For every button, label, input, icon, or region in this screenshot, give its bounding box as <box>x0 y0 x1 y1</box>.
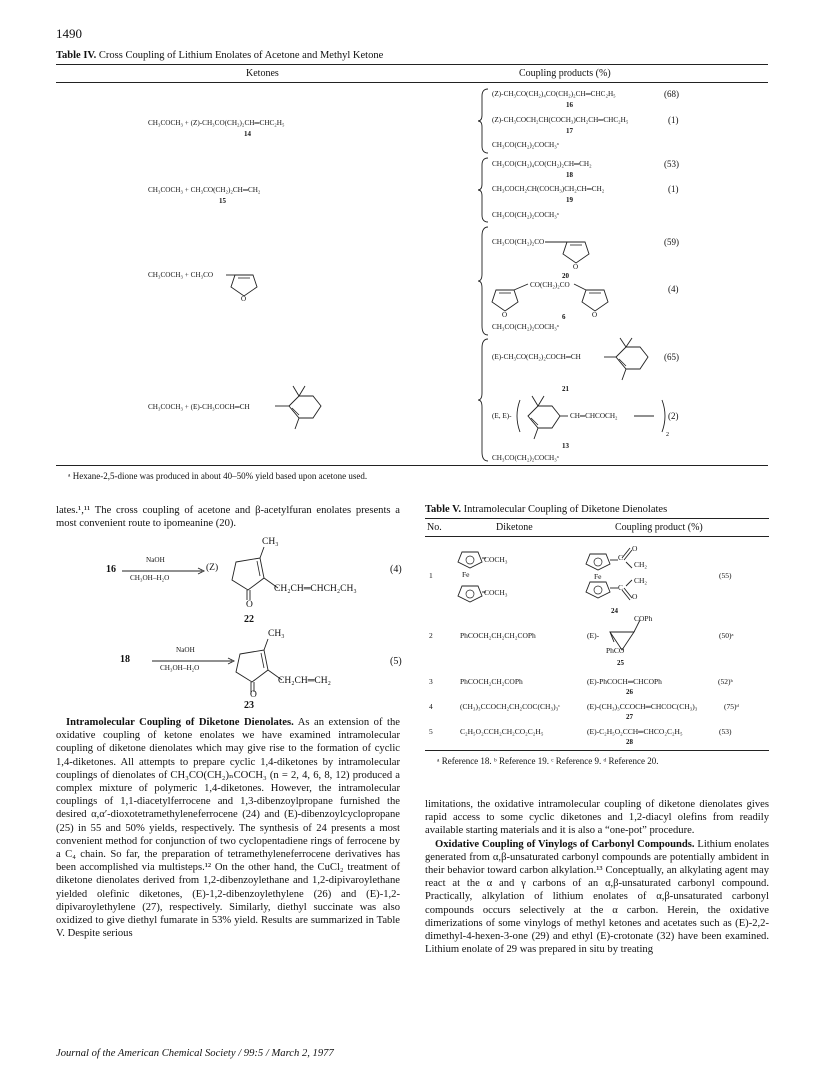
table-v-row2-product-top: COPh <box>634 614 653 623</box>
table-iv-row2-product2-pct: (1) <box>668 184 679 194</box>
table-v-row1-diketone-fe: Fe <box>462 570 470 579</box>
table-iv-row3-product1-pct: (59) <box>664 237 679 247</box>
table-v-row4-no: 4 <box>429 702 433 711</box>
equation-4 <box>56 536 406 622</box>
table-v-row5-num: 28 <box>626 738 633 746</box>
eq4-reagent-top: NaOH <box>146 556 165 564</box>
table-v-caption: Table V. Intramolecular Coupling of Diketone Dienolates <box>425 504 668 515</box>
table-v-row2-num: 25 <box>617 659 624 667</box>
table-iv-top-rule <box>56 64 768 65</box>
eq5-chain: CH₂CH═CH₂ <box>278 676 331 686</box>
table-v-col-product: Coupling product (%) <box>615 522 703 533</box>
left-para-1: lates.¹,¹¹ The cross coupling of acetone and β-acetylfuran enolates presents a most convenient route to ipomeanine (20). <box>56 505 400 530</box>
table-iv-row1-product1-num: 16 <box>566 101 573 109</box>
svg-text:O: O <box>241 295 247 302</box>
table-iv-row1-brace <box>478 88 490 154</box>
eq4-chain: CH₂CH═CHCH₂CH₃ <box>274 584 357 594</box>
eq5-start-label: 18 <box>120 654 130 665</box>
table-iv-row1-product1: (Z)-CH₃CO(CH₂)₄CO(CH₂)₂CH═CHC₂H₅ <box>492 90 616 98</box>
table-v-row3-diketone: PhCOCH₂CH₂COPh <box>460 677 523 686</box>
table-v-row4-diketone: (CH₃)₃CCOCH₂CH₂COC(CH₃)₃ᶜ <box>460 702 561 711</box>
table-v-row5-pct: (53) <box>719 727 732 736</box>
table-iv-row4-product2-prefix: (E, E)- <box>492 412 512 420</box>
table-iv-row2-product2: CH₃COCH₂CH(COCH₃)CH₂CH═CH₂ <box>492 185 605 193</box>
table-v-row1-product-ch2-bottom: CH₂ <box>634 576 648 585</box>
table-v-row1-product-o-bottom: O <box>632 592 638 601</box>
table-v-row3-no: 3 <box>429 677 433 686</box>
svg-text:O: O <box>502 311 508 318</box>
table-iv-row1-ketone: CH₃COCH₃ + (Z)-CH₃CO(CH₂)₂CH═CHC₂H₅ <box>148 119 285 127</box>
table-iv-row4-product2-pct: (2) <box>668 411 679 421</box>
table-v-row1-product-o-top: O <box>632 544 638 553</box>
table-iv-row1-product2-pct: (1) <box>668 115 679 125</box>
table-v-row2-diketone: PhCOCH₂CH₂CH₂COPh <box>460 631 536 640</box>
table-iv-col-products: Coupling products (%) <box>519 68 611 79</box>
table-iv-row4-product2-num: 13 <box>562 442 569 450</box>
table-iv-row3-product2-pct: (4) <box>668 284 679 294</box>
table-v-row1-product-c-top: C <box>618 553 624 562</box>
table-iv-row4-product3: CH₃CO(CH₂)₂COCH₃ᵃ <box>492 454 559 462</box>
table-iv-row1-product2: (Z)-CH₃COCH₂CH(COCH₃)CH₂CH═CHC₂H₅ <box>492 116 629 124</box>
trimethylcyclohexene-icon <box>604 336 660 384</box>
right-para-1: limitations, the oxidative intramolecular coupling of diketone dienolates gives rapid access to some cyclic diketones and 1,2-diacyl olefins from readily available starting materials and it is also a “one-pot” procedure. <box>425 799 769 837</box>
eq4-reagent-bottom: CH₃OH–H₂O <box>130 574 170 582</box>
table-v-row4-pct: (75)ᵈ <box>724 702 739 711</box>
table-iv-row2-product1-pct: (53) <box>664 159 679 169</box>
table-v-row2-product-bottom: PhCO <box>606 646 625 655</box>
table-iv-row4-product2-mid: CH═CHCOCH₂ <box>570 412 618 420</box>
table-v-header-rule <box>425 536 769 537</box>
table-iv-row2-product3: CH₃CO(CH₂)₂COCH₃ᵃ <box>492 211 559 219</box>
table-v-row3-pct: (52)ᵇ <box>718 677 733 686</box>
table-iv-row3-product1: CH₃CO(CH₂)₂CO <box>492 238 545 246</box>
table-v-row1-product-fe: Fe <box>594 572 602 581</box>
table-iv-row3-product1-num: 20 <box>562 272 569 280</box>
table-iv-row1-product1-pct: (68) <box>664 89 679 99</box>
eq5-oxygen: O <box>250 690 257 700</box>
table-v-top-rule <box>425 518 769 519</box>
table-iv-footnote: ᵃ Hexane-2,5-dione was produced in about 40–50% yield based upon acetone used. <box>68 471 368 481</box>
cyclopentenone-icon <box>224 544 284 608</box>
table-iv-row4-brace <box>478 338 490 462</box>
compound-22-label: 22 <box>244 614 254 625</box>
svg-text:O: O <box>573 263 579 270</box>
table-iv-row1-product3: CH₃CO(CH₂)₂COCH₃ᵃ <box>492 141 559 149</box>
table-v-row4-product: (E)-(CH₃)₃CCOCH═CHCOC(CH₃)₃ <box>587 702 698 711</box>
right-column-text: limitations, the oxidative intramolecular coupling of diketone dienolates gives rapid access to some cyclic diketones and 1,2-diacyl olefins from readily available starting materials and it is also a “one-pot” procedure. Oxidative Coupling of Vinylogs of Carbonyl Compounds. Lithium enolates generated from α,β-unsaturated carbonyl compounds are potentially ambident in their behavior toward carbon alkylation.¹³ Conceptually, an alkylating agent may react at the α and γ carbons of an α,β-unsaturated carbonyl compound. Practically, alkylation of lithium enolates of α,β-unsaturated carbonyl compounds occurs selectively at the α carbon. Herein, the oxidative dimerizations of some vinylogs of methyl ketones and acetates such as (E)-2,2-dimethyl-4-hexen-3-one (29) and ethyl (E)-crotonate (32) have been examined. Lithium enolate of 29 was prepared in situ by treating <box>425 799 769 956</box>
table-iv-bottom-rule <box>56 465 768 466</box>
furan-ring-icon <box>226 262 266 302</box>
eq5-methyl: CH₃ <box>268 629 285 639</box>
table-iv-row1-ketone-num: 14 <box>244 130 251 138</box>
table-v-row3-num: 26 <box>626 688 633 696</box>
table-v-row1-pct: (55) <box>719 571 732 580</box>
table-v-row5-no: 5 <box>429 727 433 736</box>
svg-text:2: 2 <box>666 432 669 438</box>
table-iv-row3-product2-num: 6 <box>562 313 566 321</box>
table-iv-header-rule <box>56 82 768 83</box>
svg-text:O: O <box>592 311 598 318</box>
table-iv-row2-ketone: CH₃COCH₃ + CH₃CO(CH₂)₂CH═CH₂ <box>148 186 261 194</box>
eq4-start-label: 16 <box>106 564 116 575</box>
table-v-bottom-rule <box>425 750 769 751</box>
eq4-oxygen: O <box>246 600 253 610</box>
page-number: 1490 <box>56 26 82 41</box>
table-iv-row4-ketone: CH₃COCH₃ + (E)-CH₃COCH═CH <box>148 403 250 411</box>
table-iv-row2-brace <box>478 157 490 223</box>
table-v-col-diketone: Diketone <box>496 522 533 533</box>
table-v-row1-diketone-b: COCH₃ <box>484 588 508 597</box>
table-v-row5-product: (E)-C₂H₅O₂CCH═CHCO₂C₂H₅ <box>587 727 683 736</box>
table-v-row3-product: (E)-PhCOCH═CHCOPh <box>587 677 662 686</box>
table-iv-row2-product1-num: 18 <box>566 171 573 179</box>
eq4-stereo: (Z) <box>206 563 219 573</box>
table-v-col-no: No. <box>427 522 442 533</box>
table-v-row1-product-c-bottom: C <box>618 583 624 592</box>
table-iv-row3-product3: CH₃CO(CH₂)₂COCH₃ᵃ <box>492 323 559 331</box>
table-v-row1-product-ch2-top: CH₂ <box>634 560 648 569</box>
section-heading-intramolecular: Intramolecular Coupling of Diketone Dienolates. <box>66 717 294 728</box>
equation-5 <box>56 628 406 704</box>
eq5-reagent-bottom: CH₃OH–H₂O <box>160 664 200 672</box>
table-iv-row3-product2: CO(CH₂)₂CO <box>530 281 570 289</box>
table-iv-row3-ketone: CH₃COCH₃ + CH₃CO <box>148 271 214 279</box>
table-v-footnote: ᵃ Reference 18. ᵇ Reference 19. ᶜ Reference 9. ᵈ Reference 20. <box>437 756 659 766</box>
eq5-number: (5) <box>390 656 402 667</box>
table-iv-row3-brace <box>478 226 490 336</box>
table-v-row1-diketone-a: COCH₃ <box>484 555 508 564</box>
furan-ring-icon <box>545 232 605 270</box>
table-v-row2-product-e: (E)- <box>587 631 600 640</box>
table-v-row1-no: 1 <box>429 571 433 580</box>
table-v-row1-num: 24 <box>611 607 618 615</box>
cyclopentenone-icon <box>228 636 288 700</box>
table-v-row5-diketone: C₂H₅O₂CCH₂CH₂CO₂C₂H₅ <box>460 727 544 736</box>
trimethylcyclohexene-icon <box>275 383 335 433</box>
table-iv-row2-ketone-num: 15 <box>219 197 226 205</box>
eq4-number: (4) <box>390 564 402 575</box>
table-iv-col-ketones: Ketones <box>246 68 279 79</box>
compound-23-label: 23 <box>244 700 254 711</box>
journal-footer: Journal of the American Chemical Society / 99:5 / March 2, 1977 <box>56 1048 334 1059</box>
table-iv-row2-product1: CH₃CO(CH₂)₄CO(CH₂)₂CH═CH₂ <box>492 160 592 168</box>
table-v-row4-num: 27 <box>626 713 633 721</box>
left-para-2: Intramolecular Coupling of Diketone Dienolates. As an extension of the oxidative coupling of ketone enolates we have examined intramolecular coupling of diketone dienolates which may give rise to the formation of cyclic 1,4-diketones. All attempts to prepare cyclic 1,4-diketones by intramolecular couplings of dienolates of CH₃CO(CH₂)ₙCOCH₃ (n = 2, 4, 6, 8, 12) produced a complex mixture of polymeric 1,4-diketones. However, the intramolecular couplings of 1,1-diacetylferrocene and 1,3-dibenzoylpropane furnished the desired α,α′-dioxotetramethyleneferrocene (24) and (E)-dibenzoylcyclopropane (25) in 55 and 50% yields, respectively. The synthesis of 24 presents a most convenient method for conjunction of two cyclopentadiene rings of ferrocene by a C₄ chain. So far, the preparation of tetramethyleneferrocene derivatives has been accomplished via multisteps.¹² On the other hand, the CuCl₂ treatment of diketone dienolates derived from 1,2-dibenzoylethane and 1,2-dipivaroylethane yielded olefinic diketones, (E)-1,2-dibenzoylethylene (26) and (E)-1,2-dipivaroylethylene (27), respectively. Similarly, diethyl succinate was also oxidized to give diethyl fumarate in 53% yield. Results are summarized in Table V. Despite serious <box>56 717 400 940</box>
table-iv-row2-product2-num: 19 <box>566 196 573 204</box>
table-iv-row1-product2-num: 17 <box>566 127 573 135</box>
eq4-methyl: CH₃ <box>262 537 279 547</box>
eq5-reagent-top: NaOH <box>176 646 195 654</box>
table-iv-row4-product1: (E)-CH₃CO(CH₂)₂COCH═CH <box>492 353 581 361</box>
table-v-row2-pct: (50)ᵃ <box>719 631 734 640</box>
table-iv-row4-product1-pct: (65) <box>664 352 679 362</box>
table-iv-row4-product1-num: 21 <box>562 385 569 393</box>
table-iv-caption: Table IV. Cross Coupling of Lithium Enolates of Acetone and Methyl Ketone <box>56 50 384 61</box>
section-heading-oxidative: Oxidative Coupling of Vinylogs of Carbonyl Compounds. <box>435 838 695 850</box>
table-v-row2-no: 2 <box>429 631 433 640</box>
